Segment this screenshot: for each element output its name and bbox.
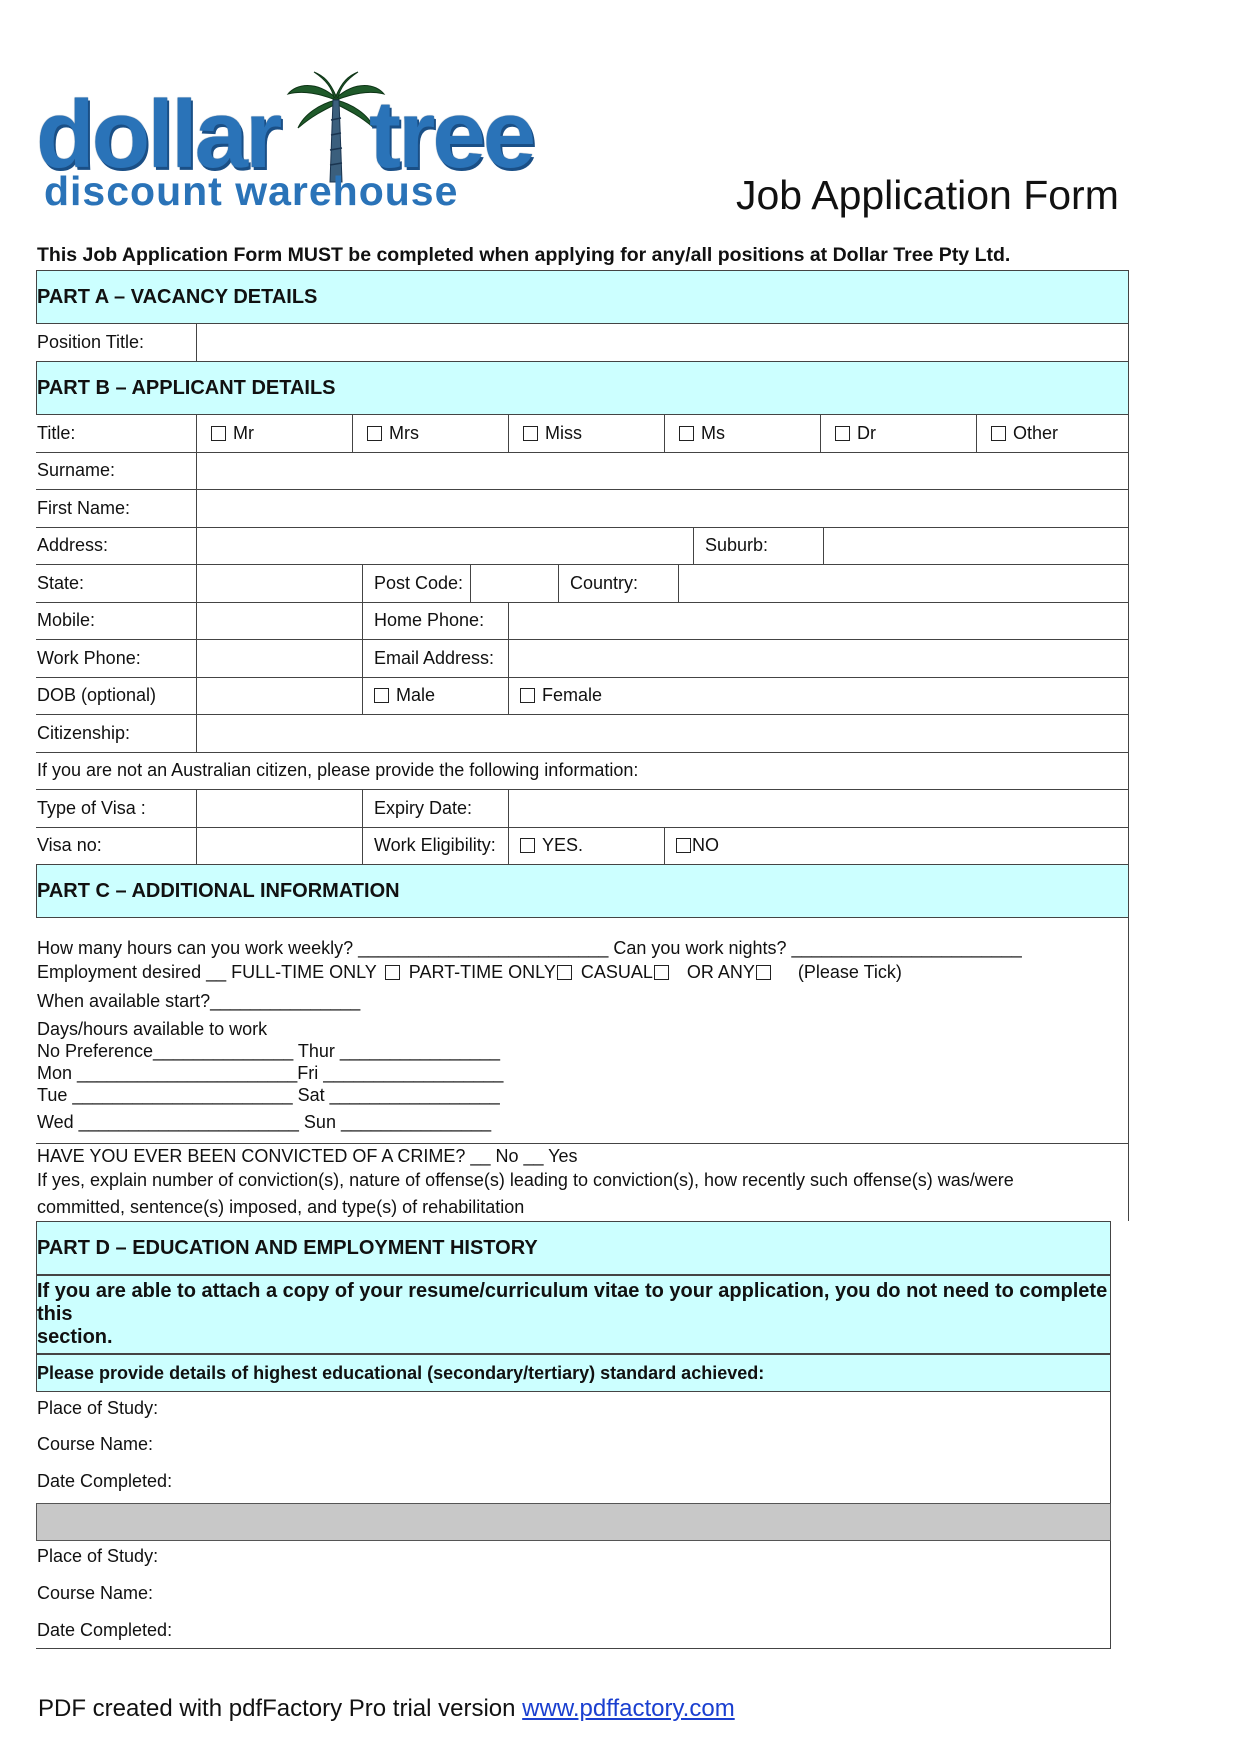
form-bottom-rule [36,1648,1111,1649]
dob-label: DOB (optional) [37,685,157,705]
dollar-tree-logo [36,70,576,220]
crime-explain-line-1: If yes, explain number of conviction(s), nature of offense(s) leading to conviction(s), how recently such offense(s) was/were [37,1170,1014,1190]
surname-row [36,452,1129,490]
work-eligibility-label: Work Eligibility: [362,827,508,864]
highest-education-label: Please provide details of highest educational (secondary/tertiary) standard achieved: [37,1362,765,1383]
post-code-label: Post Code: [362,564,470,602]
email-label: Email Address: [362,639,508,677]
position-title-field[interactable] [196,324,1128,361]
state-field[interactable] [196,564,362,602]
yes-label: YES. [542,835,584,855]
availability-line-4: Wed ______________________ Sun _______________ [37,1112,492,1132]
full-time-checkbox-icon[interactable] [385,965,400,980]
pdf-footer [38,1695,735,1723]
country-label: Country: [558,564,678,602]
work-eligibility-no[interactable] [664,827,1128,864]
crime-divider [36,1143,1129,1144]
citizenship-label: Citizenship: [37,722,131,743]
title-option-mrs[interactable] [352,415,508,452]
address-row [36,527,1129,565]
part-c-heading: PART C – ADDITIONAL INFORMATION [37,879,400,902]
checkbox-icon[interactable] [523,426,538,441]
title-option-label: Mrs [389,423,419,443]
intro-text: This Job Application Form MUST be completed when applying for any/all positions at Dollar Tree Pty Ltd. [37,244,1011,266]
dob-row [36,677,1129,715]
please-tick-note: (Please Tick) [797,962,902,982]
suburb-field[interactable] [823,527,1128,564]
title-option-dr[interactable] [820,415,976,452]
checkbox-icon[interactable] [676,838,691,853]
mobile-field[interactable] [196,602,362,639]
work-phone-row [36,639,1129,678]
checkbox-icon[interactable] [520,688,535,703]
checkbox-icon[interactable] [991,426,1006,441]
visa-type-label: Type of Visa : [37,797,146,818]
casual-label: CASUAL [580,962,653,982]
title-option-label: Miss [545,423,582,443]
part-a-heading: PART A – VACANCY DETAILS [37,285,318,308]
suburb-label: Suburb: [693,527,823,564]
resume-note-line-2: section. [37,1326,113,1348]
resume-note-box [36,1275,1111,1354]
work-phone-label: Work Phone: [37,647,141,668]
footer-text: PDF created with pdfFactory Pro trial version [38,1695,523,1722]
casual-checkbox-icon[interactable] [654,965,669,980]
position-title-label: Position Title: [37,332,145,352]
resume-note-line-1: If you are able to attach a copy of your resume/curriculum vitae to your application, you do not need to complete this [37,1280,1108,1325]
visa-type-row [36,789,1129,828]
logo-word-dollar: dollar [36,81,280,188]
visa-no-field[interactable] [196,827,362,864]
citizenship-row [36,714,1129,753]
logo-tagline: discount warehouse [44,168,459,214]
checkbox-icon[interactable] [679,426,694,441]
checkbox-icon[interactable] [367,426,382,441]
title-option-label: Mr [233,423,254,443]
mobile-label: Mobile: [37,610,96,630]
checkbox-icon[interactable] [211,426,226,441]
part-c-header [36,864,1129,918]
days-hours-label: Days/hours available to work [37,1019,268,1039]
part-d-heading: PART D – EDUCATION AND EMPLOYMENT HISTORY [37,1236,538,1259]
address-label: Address: [37,535,109,555]
part-b-heading: PART B – APPLICANT DETAILS [37,376,336,399]
position-title-row [36,324,1129,362]
availability-line-1: No Preference______________ Thur ________________ [37,1041,501,1061]
place-of-study-label-1: Place of Study: [37,1398,159,1418]
visa-type-field[interactable] [196,789,362,827]
email-field[interactable] [508,639,1128,677]
non-citizen-note: If you are not an Australian citizen, please provide the following information: [37,760,639,780]
checkbox-icon[interactable] [374,688,389,703]
part-c-frame [1128,918,1129,1221]
availability-line-2: Mon ______________________Fri __________________ [37,1063,504,1083]
work-eligibility-yes[interactable] [508,827,664,864]
female-label: Female [542,685,603,705]
country-field[interactable] [678,564,1128,602]
mobile-row [36,602,1129,640]
title-label: Title: [37,423,76,443]
no-label: NO [692,835,719,855]
employment-desired-line [37,962,902,983]
gender-female[interactable] [508,677,1128,714]
part-time-label: PART-TIME ONLY [408,962,556,982]
dob-field[interactable] [196,677,362,714]
part-a-header [36,270,1129,324]
non-citizen-note-row [36,752,1129,790]
expiry-date-field[interactable] [508,789,1128,827]
employment-desired-label: Employment desired __ FULL-TIME ONLY [37,962,377,982]
address-field[interactable] [196,527,693,564]
date-completed-label-2: Date Completed: [37,1620,173,1640]
crime-explain-line-2: committed, sentence(s) imposed, and type(s) of rehabilitation [37,1197,525,1217]
title-option-label: Other [1013,423,1059,443]
post-code-field[interactable] [470,564,558,602]
available-start-line: When available start?_______________ [37,991,361,1011]
title-option-label: Dr [857,423,876,443]
visa-no-row [36,827,1129,865]
title-option-ms[interactable] [664,415,820,452]
state-label: State: [37,572,85,593]
visa-no-label: Visa no: [37,835,102,855]
first-name-row [36,489,1129,528]
surname-field[interactable] [196,452,1128,489]
home-phone-label: Home Phone: [362,602,508,639]
expiry-date-label: Expiry Date: [362,789,508,827]
checkbox-icon[interactable] [835,426,850,441]
part-time-checkbox-icon[interactable] [557,965,572,980]
title-option-mr[interactable] [196,415,352,452]
place-of-study-label-2: Place of Study: [37,1546,159,1566]
page-title: Job Application Form [736,172,1119,218]
availability-line-3: Tue ______________________ Sat _________________ [37,1085,500,1105]
highest-education-header [36,1354,1111,1392]
course-name-label-2: Course Name: [37,1583,154,1603]
or-any-label: OR ANY [686,962,755,982]
title-option-miss[interactable] [508,415,664,452]
title-option-label: Ms [701,423,725,443]
logo-word-tree: tree [369,81,534,188]
state-row [36,564,1129,603]
title-row [36,415,1129,453]
title-option-other[interactable] [976,415,1128,452]
first-name-label: First Name: [37,497,131,518]
footer-link[interactable]: www.pdffactory.com [522,1695,735,1722]
course-name-label-1: Course Name: [37,1434,154,1454]
education-separator [36,1503,1111,1541]
citizenship-field[interactable] [196,714,1128,752]
home-phone-field[interactable] [508,602,1128,639]
date-completed-label-1: Date Completed: [37,1471,173,1491]
gender-male[interactable] [362,677,508,714]
or-any-checkbox-icon[interactable] [756,965,771,980]
checkbox-icon[interactable] [520,838,535,853]
education-block-1-frame [1110,1392,1111,1503]
education-block-2-frame [1110,1541,1111,1648]
first-name-field[interactable] [196,489,1128,527]
crime-question: HAVE YOU EVER BEEN CONVICTED OF A CRIME? __ No __ Yes [37,1146,578,1166]
surname-label: Surname: [37,460,116,480]
part-b-header [36,361,1129,415]
part-d-header [36,1221,1111,1275]
work-phone-field[interactable] [196,639,362,677]
hours-nights-question: How many hours can you work weekly? _________________________ Can you work nights? _______________________ [37,938,1022,958]
male-label: Male [396,685,436,705]
